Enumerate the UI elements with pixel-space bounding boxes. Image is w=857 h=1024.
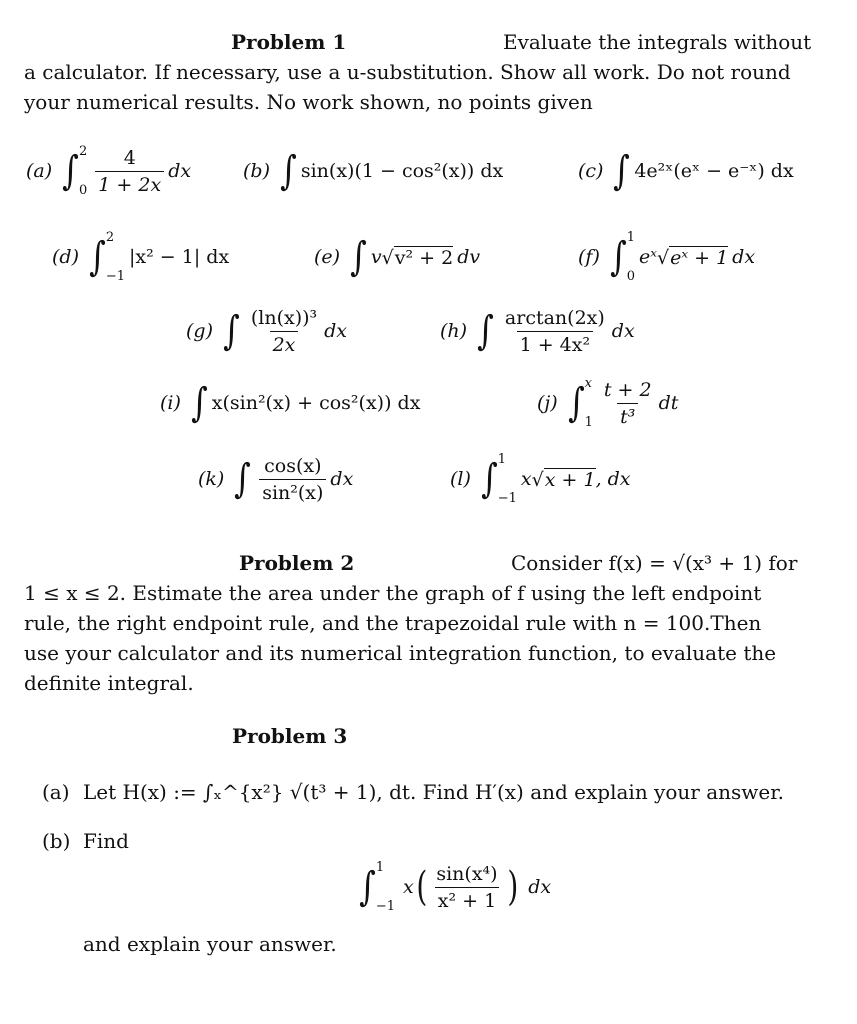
upper-limit: 2 bbox=[79, 144, 88, 159]
problem-1-intro-line3: your numerical results. No work shown, no points given bbox=[24, 90, 593, 114]
integral-d bbox=[52, 226, 229, 288]
integral-c bbox=[578, 142, 794, 200]
differential: , dx bbox=[595, 468, 631, 490]
integral-l bbox=[450, 448, 631, 510]
integral-e bbox=[314, 228, 480, 286]
integrand: 4e²ˣ(eˣ − e⁻ˣ) dx bbox=[634, 160, 794, 182]
right-paren: ) bbox=[506, 864, 518, 910]
differential: dx bbox=[168, 160, 192, 182]
radicand: eˣ + 1 bbox=[670, 246, 729, 269]
integral-sign: ∫ bbox=[280, 148, 297, 194]
fraction bbox=[248, 307, 320, 356]
lower-limit: 0 bbox=[79, 183, 88, 198]
lower-limit: −1 bbox=[105, 269, 126, 284]
integral-sign: ∫ bbox=[613, 148, 631, 194]
integral-limits bbox=[106, 230, 125, 284]
integral-f-label: (f) bbox=[578, 246, 600, 268]
integral-h bbox=[440, 300, 635, 362]
integrand-factor: x bbox=[520, 468, 532, 490]
fraction bbox=[433, 863, 500, 912]
integrand-factor: eˣ bbox=[638, 246, 657, 268]
integral-sign: ∫ bbox=[350, 234, 367, 280]
differential: dx bbox=[330, 468, 354, 490]
integral-sign: ∫ bbox=[62, 148, 79, 194]
lower-limit: 1 bbox=[584, 415, 593, 430]
differential: dx bbox=[528, 876, 552, 898]
radicand: x + 1 bbox=[544, 468, 596, 491]
numerator: t + 2 bbox=[603, 378, 652, 401]
denominator: x² + 1 bbox=[435, 887, 499, 912]
denominator: 1 + 4x² bbox=[517, 331, 594, 356]
integral-sign: ∫ bbox=[609, 234, 627, 280]
upper-limit: x bbox=[584, 376, 592, 391]
integral-sign: ∫ bbox=[567, 380, 585, 426]
differential: dx bbox=[732, 246, 756, 268]
denominator: 2x bbox=[270, 331, 299, 356]
denominator: sin²(x) bbox=[259, 479, 326, 504]
differential: dx bbox=[611, 320, 635, 342]
square-root: √ x + 1 bbox=[531, 468, 596, 491]
problem-3b-closing: and explain your answer. bbox=[83, 932, 337, 956]
lower-limit: 0 bbox=[626, 269, 635, 284]
lower-limit: −1 bbox=[497, 491, 517, 506]
integral-limits bbox=[585, 376, 593, 430]
integral-e-label: (e) bbox=[314, 246, 341, 268]
integrand: x(sin²(x) + cos²(x)) dx bbox=[211, 392, 421, 414]
denominator: t³ bbox=[617, 403, 638, 428]
fraction bbox=[502, 307, 608, 356]
integral-h-label: (h) bbox=[440, 320, 468, 342]
problem-2-title: Problem 2 bbox=[239, 551, 355, 575]
integral-d-label: (d) bbox=[52, 246, 79, 268]
integral-g bbox=[186, 300, 347, 362]
integral-g-label: (g) bbox=[186, 320, 213, 342]
left-paren: ( bbox=[416, 864, 428, 910]
integral-a bbox=[26, 140, 191, 202]
problem-3a-label: (a) bbox=[42, 780, 70, 804]
integral-i bbox=[160, 374, 420, 432]
integral-limits bbox=[376, 860, 395, 914]
problem-1-intro-line2: a calculator. If necessary, use a u-substitution. Show all work. Do not round bbox=[24, 60, 791, 84]
problem-3b-integral bbox=[355, 856, 551, 918]
integral-limits bbox=[79, 144, 87, 198]
problem-3b-text: Find bbox=[83, 829, 129, 853]
integral-a-label: (a) bbox=[26, 160, 53, 182]
problem-2-intro-start: Consider f(x) = √(x³ + 1) for bbox=[511, 551, 798, 575]
numerator: cos(x) bbox=[264, 454, 322, 477]
integral-j bbox=[537, 372, 678, 434]
denominator: 1 + 2x bbox=[95, 171, 164, 196]
integral-limits bbox=[498, 452, 517, 506]
problem-2-line5: definite integral. bbox=[24, 671, 194, 695]
integrand-factor: x bbox=[403, 876, 414, 898]
problem-2-line3: rule, the right endpoint rule, and the trapezoidal rule with n = 100.Then bbox=[24, 611, 762, 635]
integral-sign: ∫ bbox=[359, 864, 376, 910]
upper-limit: 1 bbox=[375, 860, 385, 875]
integrand: sin(x)(1 − cos²(x)) dx bbox=[300, 160, 504, 182]
numerator: sin(x⁴) bbox=[436, 862, 498, 885]
integral-b-label: (b) bbox=[243, 160, 270, 182]
upper-limit: 1 bbox=[497, 452, 507, 467]
differential: dv bbox=[457, 246, 481, 268]
problem-3-title: Problem 3 bbox=[232, 724, 348, 748]
integrand-factor: v bbox=[370, 246, 382, 268]
differential: dt bbox=[658, 392, 679, 414]
integral-b bbox=[243, 142, 503, 200]
integral-c-label: (c) bbox=[578, 160, 604, 182]
problem-3b-label: (b) bbox=[42, 829, 71, 853]
integral-j-label: (j) bbox=[537, 392, 558, 414]
integral-sign: ∫ bbox=[480, 456, 498, 502]
problem-1-title: Problem 1 bbox=[231, 30, 347, 54]
fraction bbox=[601, 379, 655, 428]
radicand: v² + 2 bbox=[394, 246, 454, 269]
integral-sign: ∫ bbox=[190, 380, 208, 426]
integral-sign: ∫ bbox=[234, 456, 252, 502]
problem-1-intro-start: Evaluate the integrals without bbox=[503, 30, 812, 54]
problem-2-line2: 1 ≤ x ≤ 2. Estimate the area under the graph of f using the left endpoint bbox=[24, 581, 762, 605]
fraction bbox=[95, 147, 164, 196]
integrand: |x² − 1| dx bbox=[129, 246, 230, 268]
numerator: arctan(2x) bbox=[504, 306, 605, 329]
square-root: √ v² + 2 bbox=[381, 246, 454, 269]
integral-sign: ∫ bbox=[477, 308, 494, 354]
fraction bbox=[259, 455, 326, 504]
upper-limit: 1 bbox=[626, 230, 635, 245]
problem-2-line4: use your calculator and its numerical integration function, to evaluate the bbox=[24, 641, 777, 665]
integral-f bbox=[578, 226, 755, 288]
square-root: √ eˣ + 1 bbox=[656, 246, 729, 269]
integral-k bbox=[198, 448, 353, 510]
differential: dx bbox=[324, 320, 348, 342]
integral-l-label: (l) bbox=[450, 468, 471, 490]
integral-sign: ∫ bbox=[223, 308, 240, 354]
numerator: (ln(x))³ bbox=[250, 306, 318, 329]
integral-limits bbox=[627, 230, 635, 284]
problem-3a-text: Let H(x) := ∫ₓ^{x²} √(t³ + 1), dt. Find H′(x) and explain your answer. bbox=[83, 780, 784, 804]
integral-i-label: (i) bbox=[160, 392, 181, 414]
numerator: 4 bbox=[123, 146, 136, 169]
integral-k-label: (k) bbox=[198, 468, 225, 490]
integral-sign: ∫ bbox=[89, 234, 106, 280]
upper-limit: 2 bbox=[105, 230, 115, 245]
lower-limit: −1 bbox=[375, 899, 396, 914]
